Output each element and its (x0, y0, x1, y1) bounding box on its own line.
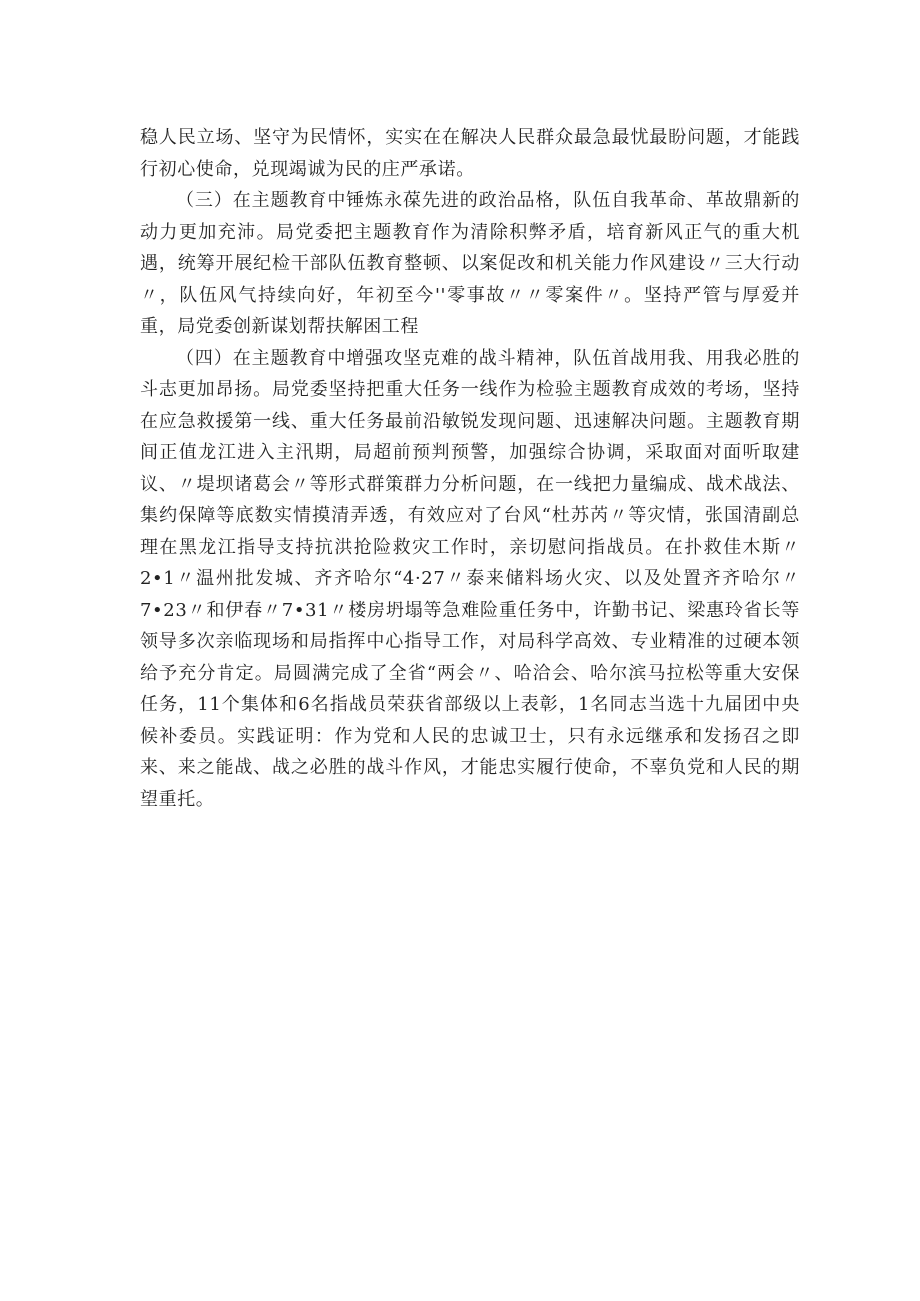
paragraph-section-four: （四）在主题教育中增强攻坚克难的战斗精神，队伍首战用我、用我必胜的斗志更加昂扬。局党委坚持把重大任务一线作为检验主题教育成效的考场，坚持在应急救援第一线、重大任务最前沿敏锐发现问题、迅速解决问题。主题教育期间正值龙江进入主汛期，局超前预判预警，加强综合协调，采取面对面听取建议、〃堤坝诸葛会〃等形式群策群力分析问题，在一线把力量编成、战术战法、集约保障等底数实情摸清弄透，有效应对了台风“杜苏芮〃等灾情，张国清副总理在黑龙江指导支持抗洪抢险救灾工作时，亲切慰问指战员。在扑救佳木斯〃2•1〃温州批发城、齐齐哈尔“4·27〃泰来储料场火灾、以及处置齐齐哈尔〃7•23〃和伊春〃7•31〃楼房坍塌等急难险重任务中，许勤书记、梁惠玲省长等领导多次亲临现场和局指挥中心指导工作，对局科学高效、专业精准的过硬本领给予充分肯定。局圆满完成了全省“两会〃、哈洽会、哈尔滨马拉松等重大安保任务，11个集体和6名指战员荣获省部级以上表彰，1名同志当选十九届团中央候补委员。实践证明：作为党和人民的忠诚卫士，只有永远继承和发扬召之即来、来之能战、战之必胜的战斗作风，才能忠实履行使命，不辜负党和人民的期望重托。 (140, 347, 800, 810)
document-body (140, 122, 800, 815)
paragraph-section-three: （三）在主题教育中锤炼永葆先进的政治品格，队伍自我革命、革故鼎新的动力更加充沛。局党委把主题教育作为清除积弊矛盾，培育新风正气的重大机遇，统筹开展纪检干部队伍教育整顿、以案促改和机关能力作风建设〃三大行动〃，队伍风气持续向好，年初至今''零事故〃〃零案件〃。坚持严管与厚爱并重，局党委创新谋划帮扶解困工程 (140, 190, 800, 337)
paragraph-conclusion: 稳人民立场、坚守为民情怀，实实在在解决人民群众最急最忧最盼问题，才能践行初心使命，兑现竭诚为民的庄严承诺。 (140, 127, 800, 180)
